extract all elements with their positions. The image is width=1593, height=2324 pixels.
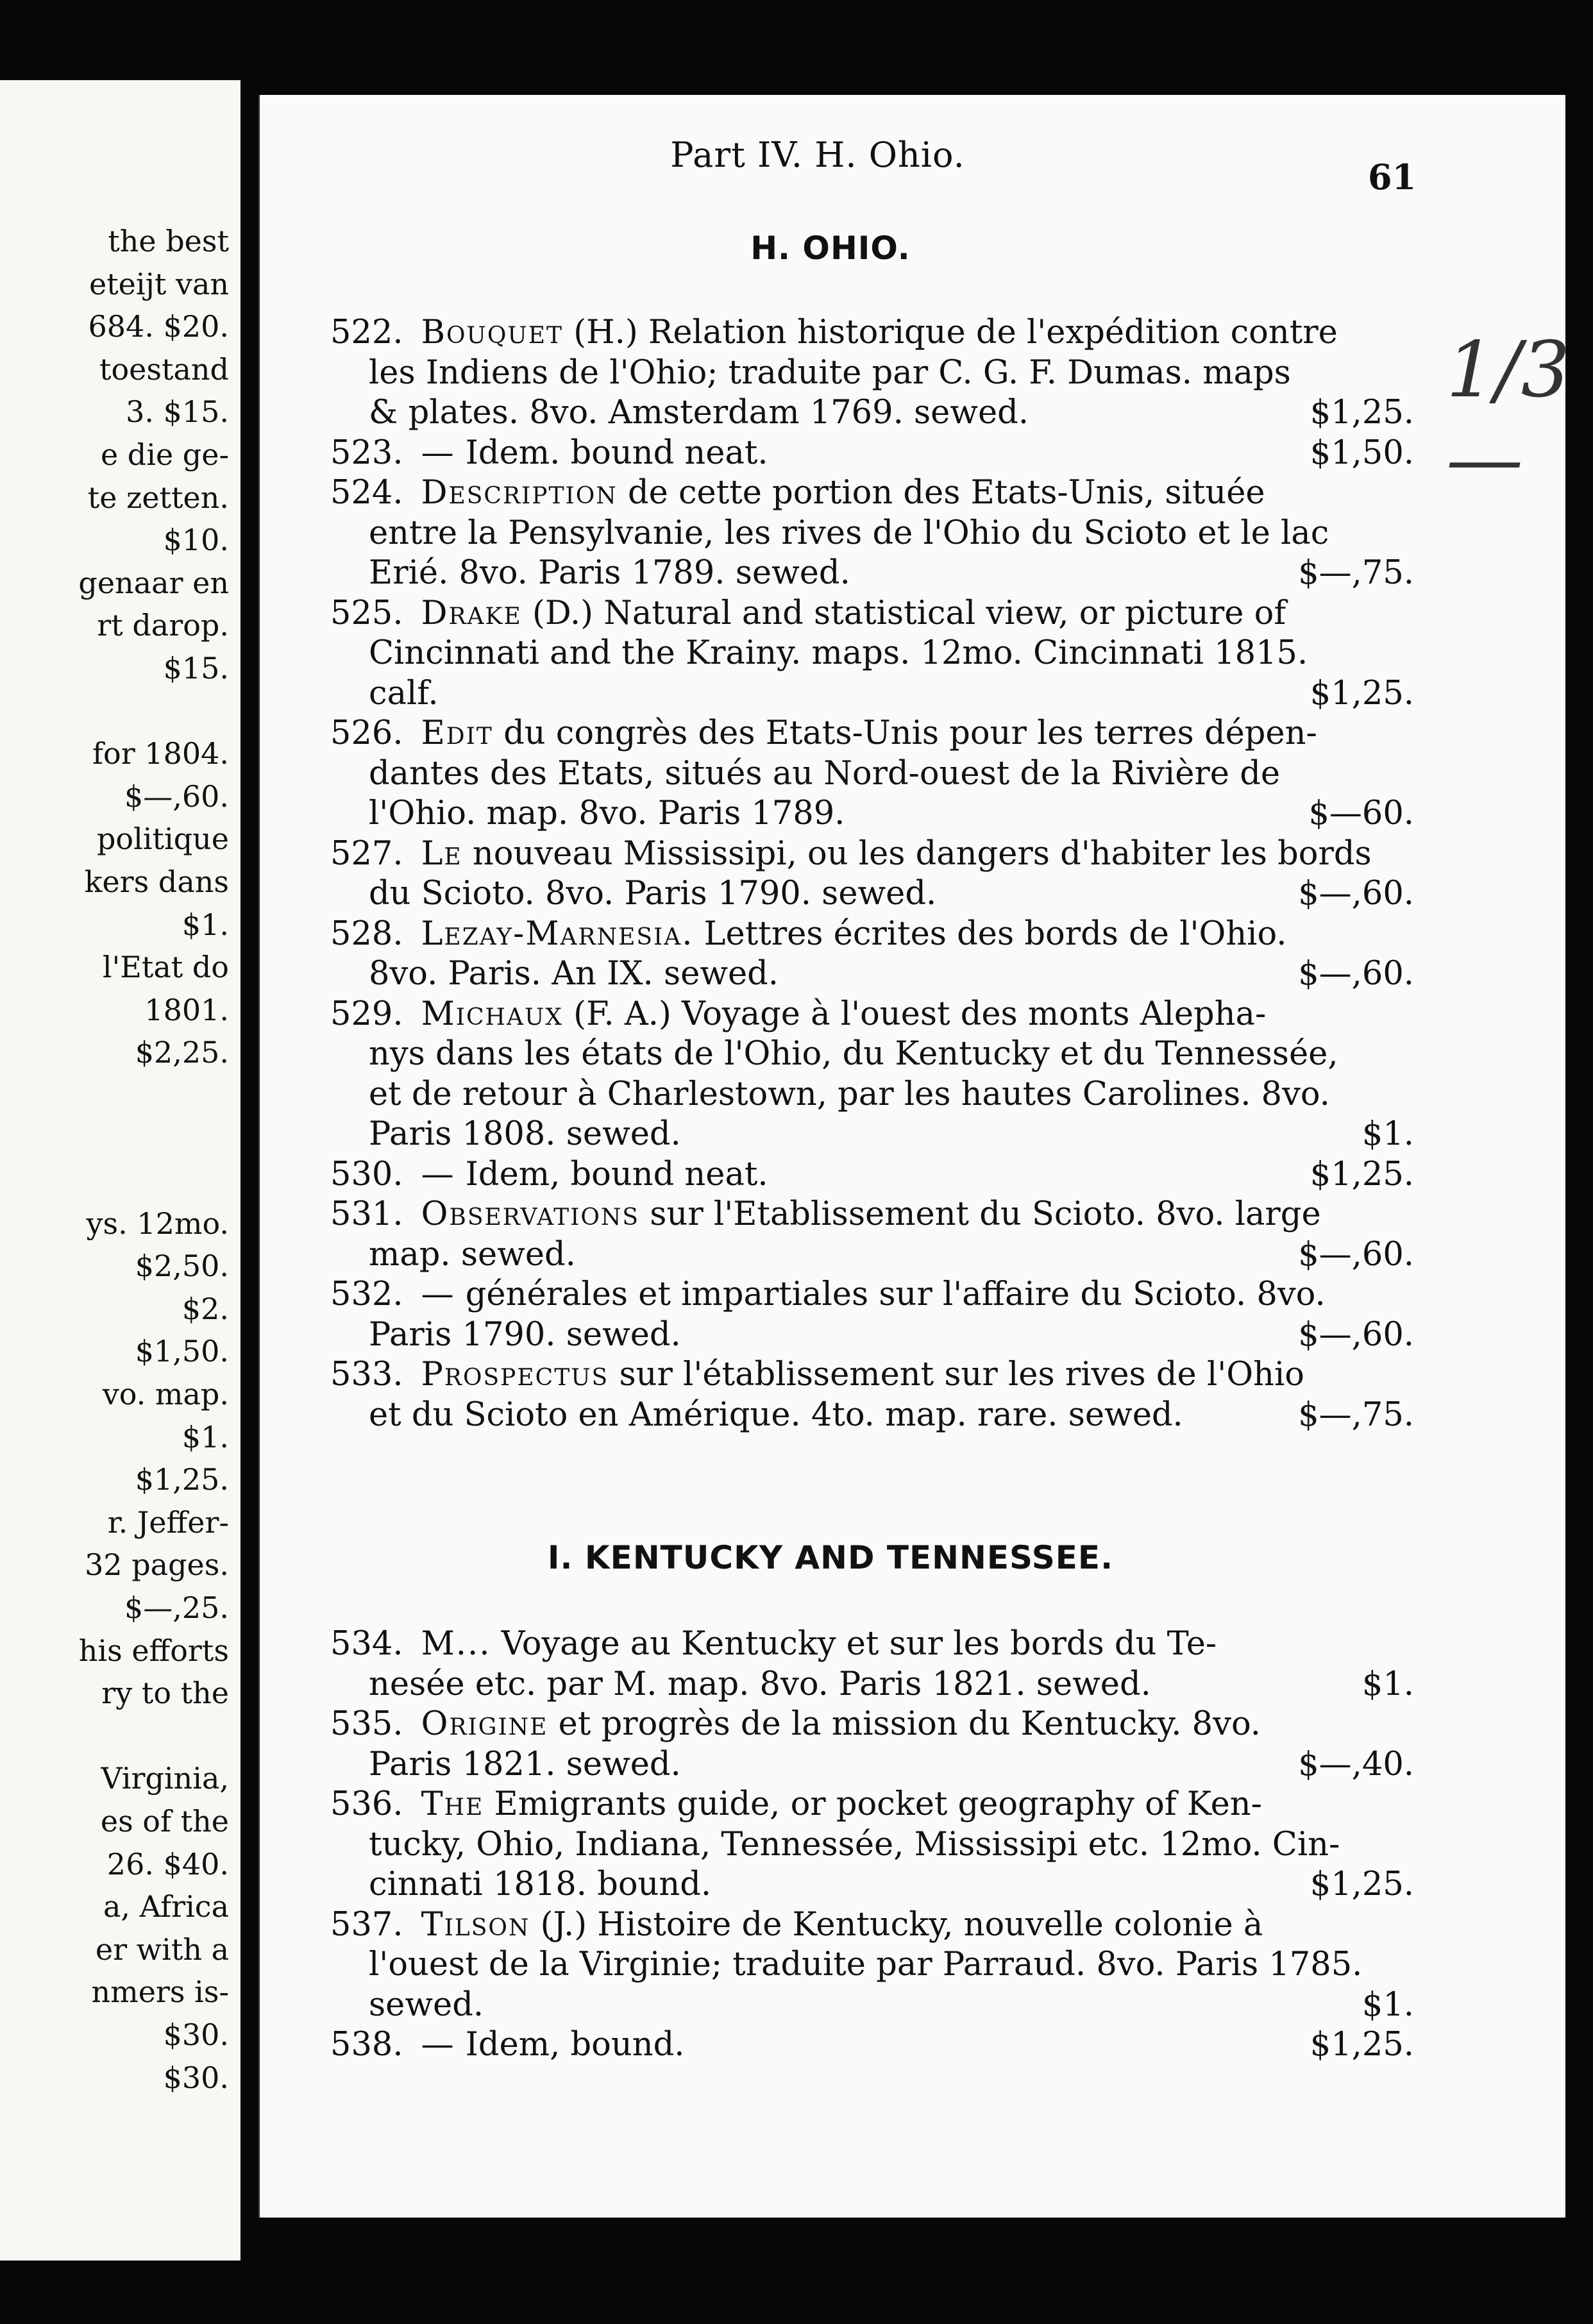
entry-text: (H.) Relation historique de l'expédition contre	[563, 314, 1338, 351]
entry-first-line	[330, 834, 1414, 875]
entry-price: $1.	[1361, 1665, 1414, 1703]
entry-list-kentucky	[330, 1624, 1414, 2066]
entry-number: 537.	[330, 1905, 403, 1944]
left-page-line: rt darop.	[97, 608, 229, 643]
entry-number: 526.	[330, 714, 403, 752]
entry-first-line	[330, 1355, 1414, 1395]
left-page-line: his efforts	[78, 1633, 229, 1668]
entry-text: nouveau Mississipi, ou les dangers d'habiter les bords	[462, 834, 1372, 873]
left-page-line: $—,25.	[124, 1590, 229, 1625]
left-page-line: 3. $15.	[126, 394, 229, 430]
left-page-line: $2.	[181, 1291, 229, 1326]
entry-continuation-line: du Scioto. 8vo. Paris 1790. sewed.	[369, 875, 937, 913]
entry-continuation-line: nesée etc. par M. map. 8vo. Paris 1821. sewed.	[369, 1665, 1151, 1703]
catalog-entry	[330, 1195, 1414, 1275]
left-page-text	[78, 220, 229, 2099]
entry-continuation-line: Erié. 8vo. Paris 1789. sewed.	[369, 554, 850, 592]
entry-continuation-line: entre la Pensylvanie, les rives de l'Ohio du Scioto et le lac	[369, 514, 1329, 552]
entry-heading-word: Prospectus	[421, 1356, 609, 1394]
left-page-line	[78, 1715, 229, 1758]
entry-first-line	[330, 473, 1414, 514]
left-page-line: $10.	[163, 523, 229, 558]
entry-first-line	[330, 1195, 1414, 1235]
catalog-entry	[330, 1355, 1414, 1435]
catalog-page	[258, 95, 1571, 2218]
entry-price: $—,75.	[1298, 554, 1414, 592]
entry-continuation-line: tucky, Ohio, Indiana, Tennessée, Mississipi etc. 12mo. Cin-	[369, 1825, 1340, 1864]
left-page-line: $30.	[163, 2060, 229, 2095]
left-page-line: r. Jeffer-	[107, 1504, 229, 1540]
left-page-line: the best	[108, 224, 229, 258]
entry-first-line	[330, 714, 1414, 754]
entry-price: $—,60.	[1298, 1315, 1414, 1354]
left-page-line: l'Etat do	[102, 950, 229, 985]
entry-number: 528.	[330, 914, 403, 953]
entry-price: $1.	[1361, 1985, 1414, 2024]
entry-number: 527.	[330, 834, 403, 873]
entry-text: Lettres écrites des bords de l'Ohio.	[693, 914, 1287, 953]
entry-text: sur l'Etablissement du Scioto. 8vo. large	[639, 1195, 1321, 1233]
entry-heading-word: —	[421, 1155, 455, 1193]
entry-number: 534.	[330, 1625, 403, 1663]
entry-price: $—,40.	[1298, 1745, 1414, 1783]
entry-continuation-line: & plates. 8vo. Amsterdam 1769. sewed.	[369, 394, 1029, 432]
catalog-entry	[330, 714, 1414, 834]
entry-heading-word: Le	[421, 834, 462, 873]
left-page-line: e die ge-	[100, 437, 229, 472]
entry-heading-word: Origine	[421, 1705, 548, 1743]
catalog-entry	[330, 914, 1414, 995]
entry-heading-word: —	[421, 2026, 455, 2064]
left-page-line	[78, 1074, 229, 1117]
left-page-line: for 1804.	[92, 736, 229, 771]
entry-first-line	[330, 313, 1414, 353]
left-page-line: vo. map.	[102, 1377, 229, 1412]
entry-heading-word: The	[421, 1785, 484, 1823]
entry-text: de cette portion des Etats-Unis, située	[617, 474, 1265, 512]
entry-continuation-line: cinnati 1818. bound.	[369, 1865, 712, 1903]
left-page-line	[78, 1159, 229, 1202]
left-page-line: es of the	[100, 1803, 229, 1839]
entry-first-line	[330, 1905, 1414, 1946]
entry-text: sur l'établissement sur les rives de l'Ohio	[609, 1356, 1304, 1394]
entry-number: 532.	[330, 1276, 403, 1313]
entry-price: $—,60.	[1298, 1235, 1414, 1274]
left-page-line: $30.	[163, 2017, 229, 2052]
left-page-line: genaar en	[78, 565, 229, 600]
entry-first-line	[330, 1624, 1414, 1665]
catalog-entry	[330, 1705, 1414, 1785]
entry-continuation-line: et du Scioto en Amérique. 4to. map. rare. sewed.	[369, 1395, 1183, 1434]
entry-continuation-line: Paris 1790. sewed.	[369, 1315, 681, 1354]
entry-continuation-line: l'Ohio. map. 8vo. Paris 1789.	[369, 795, 845, 832]
entry-price: $1,25.	[1310, 674, 1414, 712]
entry-text: (F. A.) Voyage à l'ouest des monts Alepha-	[562, 995, 1267, 1033]
entry-continuation-line: Paris 1821. sewed.	[369, 1745, 681, 1783]
entry-text: (D.) Natural and statistical view, or picture of	[521, 594, 1286, 632]
catalog-entry	[330, 1785, 1414, 1905]
entry-first-line	[330, 1705, 1414, 1745]
entry-text: générales et impartiales sur l'affaire du Scioto. 8vo.	[455, 1276, 1326, 1313]
entry-text: Voyage au Kentucky et sur les bords du Te-	[491, 1625, 1217, 1663]
entry-list-ohio	[330, 313, 1414, 1435]
left-page-line	[78, 1116, 229, 1159]
left-page-line: Virginia,	[101, 1761, 229, 1796]
entry-number: 535.	[330, 1705, 403, 1743]
entry-number: 525.	[330, 594, 403, 632]
entry-continuation-line: Cincinnati and the Krainy. maps. 12mo. Cincinnati 1815.	[369, 634, 1308, 672]
catalog-entry	[330, 995, 1414, 1155]
entry-price: $—60.	[1308, 795, 1414, 832]
entry-continuation-line: sewed.	[369, 1985, 484, 2024]
section-heading-ohio: H. OHIO.	[750, 230, 911, 267]
left-page-line: $1,50.	[135, 1334, 229, 1369]
catalog-entry	[330, 1905, 1414, 2026]
entry-first-line	[330, 594, 1414, 634]
entry-price: $—,60.	[1298, 875, 1414, 913]
entry-continuation-line: Paris 1808. sewed.	[369, 1115, 681, 1153]
entry-number: 531.	[330, 1195, 403, 1233]
entry-heading-word: Observations	[421, 1195, 640, 1233]
entry-continuation-line: dantes des Etats, situés au Nord-ouest de la Rivière de	[369, 754, 1281, 793]
entry-heading-word: Michaux	[421, 995, 563, 1033]
handwritten-margin-note: 1/3—	[1446, 326, 1571, 504]
catalog-entry	[330, 2025, 1414, 2066]
entry-text: Emigrants guide, or pocket geography of Ken-	[484, 1785, 1262, 1823]
entry-price: $—,75.	[1298, 1395, 1414, 1434]
entry-heading-word: Drake	[421, 594, 522, 632]
left-page-line	[78, 690, 229, 733]
left-page-line: 32 pages.	[85, 1547, 229, 1583]
entry-first-line	[330, 914, 1414, 955]
left-page-line: $2,25.	[135, 1035, 229, 1070]
entry-heading-word: —	[421, 434, 455, 472]
left-page-line: a, Africa	[103, 1889, 229, 1924]
entry-text: Idem, bound neat.	[455, 1155, 768, 1193]
entry-heading-word: —	[421, 1276, 455, 1313]
left-page-line: $1.	[181, 1419, 229, 1454]
left-page-line: politique	[96, 821, 229, 857]
entry-continuation-line: nys dans les états de l'Ohio, du Kentucky et du Tennessée,	[369, 1035, 1338, 1073]
entry-text: du congrès des Etats-Unis pour les terres dépen-	[493, 714, 1317, 752]
entry-first-line	[330, 1785, 1414, 1825]
entry-price: $1,25.	[1310, 1865, 1414, 1903]
left-page-line: eteijt van	[88, 266, 229, 301]
entry-number: 538.	[330, 2026, 403, 2064]
left-page-line: 26. $40.	[106, 1846, 229, 1882]
entry-text: et progrès de la mission du Kentucky. 8vo.	[548, 1705, 1261, 1743]
entry-heading-word: Tilson	[421, 1905, 530, 1944]
left-page-line: $1.	[181, 907, 229, 942]
entry-number: 524.	[330, 474, 403, 512]
entry-heading-word: Bouquet	[421, 314, 564, 351]
entry-continuation-line: calf.	[369, 674, 439, 712]
entry-number: 536.	[330, 1785, 403, 1823]
entry-heading-word: Description	[421, 474, 618, 512]
entry-number: 530.	[330, 1155, 403, 1193]
entry-price: $1,25.	[1310, 1155, 1414, 1193]
left-page-line: er with a	[95, 1932, 229, 1967]
entry-price: $1,25.	[1310, 394, 1414, 432]
left-page-line: 684. $20.	[88, 309, 229, 344]
entry-number: 522.	[330, 314, 403, 351]
left-page-line: toestand	[99, 351, 229, 387]
catalog-entry	[330, 1624, 1414, 1705]
entry-number: 533.	[330, 1356, 403, 1394]
entry-first-line	[330, 995, 1414, 1035]
left-page-line: $—,60.	[124, 779, 229, 814]
entry-first-line	[330, 1275, 1414, 1315]
catalog-entry	[330, 434, 1414, 474]
entry-heading-word: M...	[421, 1625, 491, 1663]
entry-price: $—,60.	[1298, 955, 1414, 993]
entry-price: $1,25.	[1310, 2026, 1414, 2064]
entry-continuation-line: 8vo. Paris. An IX. sewed.	[369, 955, 779, 993]
section-heading-kentucky: I. KENTUCKY AND TENNESSEE.	[547, 1539, 1114, 1576]
entry-heading-word: Lezay-Marnesia.	[421, 914, 694, 953]
left-page-line: nmers is-	[91, 1975, 229, 2010]
entry-continuation-line: les Indiens de l'Ohio; traduite par C. G. F. Dumas. maps	[369, 353, 1291, 392]
left-page-line: kers dans	[84, 864, 229, 899]
left-page-line: $15.	[163, 650, 229, 686]
catalog-entry	[330, 1275, 1414, 1355]
entry-continuation-line: et de retour à Charlestown, par les hautes Carolines. 8vo.	[369, 1075, 1330, 1113]
catalog-entry	[330, 1155, 1414, 1195]
catalog-entry	[330, 473, 1414, 594]
running-title: Part IV. H. Ohio.	[670, 135, 965, 175]
left-page-line: $1,25.	[135, 1462, 229, 1497]
entry-continuation-line: map. sewed.	[369, 1235, 576, 1274]
left-page-fragment	[0, 80, 240, 2261]
catalog-entry	[330, 594, 1414, 714]
left-page-line: ry to the	[101, 1676, 229, 1711]
entry-heading-word: Edit	[421, 714, 493, 752]
catalog-entry	[330, 313, 1414, 434]
entry-continuation-line: l'ouest de la Virginie; traduite par Parraud. 8vo. Paris 1785.	[369, 1946, 1363, 1983]
left-page-line: ys. 12mo.	[86, 1206, 229, 1241]
entry-text: Idem. bound neat.	[455, 434, 768, 472]
entry-text: Idem, bound.	[455, 2026, 685, 2064]
page-number: 61	[1368, 156, 1417, 198]
left-page-line: te zetten.	[87, 480, 229, 515]
entry-price: $1.	[1361, 1115, 1414, 1153]
catalog-entry	[330, 834, 1414, 914]
entry-text: (J.) Histoire de Kentucky, nouvelle colonie à	[530, 1905, 1263, 1944]
left-page-line: $2,50.	[135, 1249, 229, 1284]
left-page-line: 1801.	[144, 992, 229, 1027]
entry-number: 523.	[330, 434, 403, 472]
entry-price: $1,50.	[1310, 434, 1414, 472]
entry-number: 529.	[330, 995, 403, 1033]
